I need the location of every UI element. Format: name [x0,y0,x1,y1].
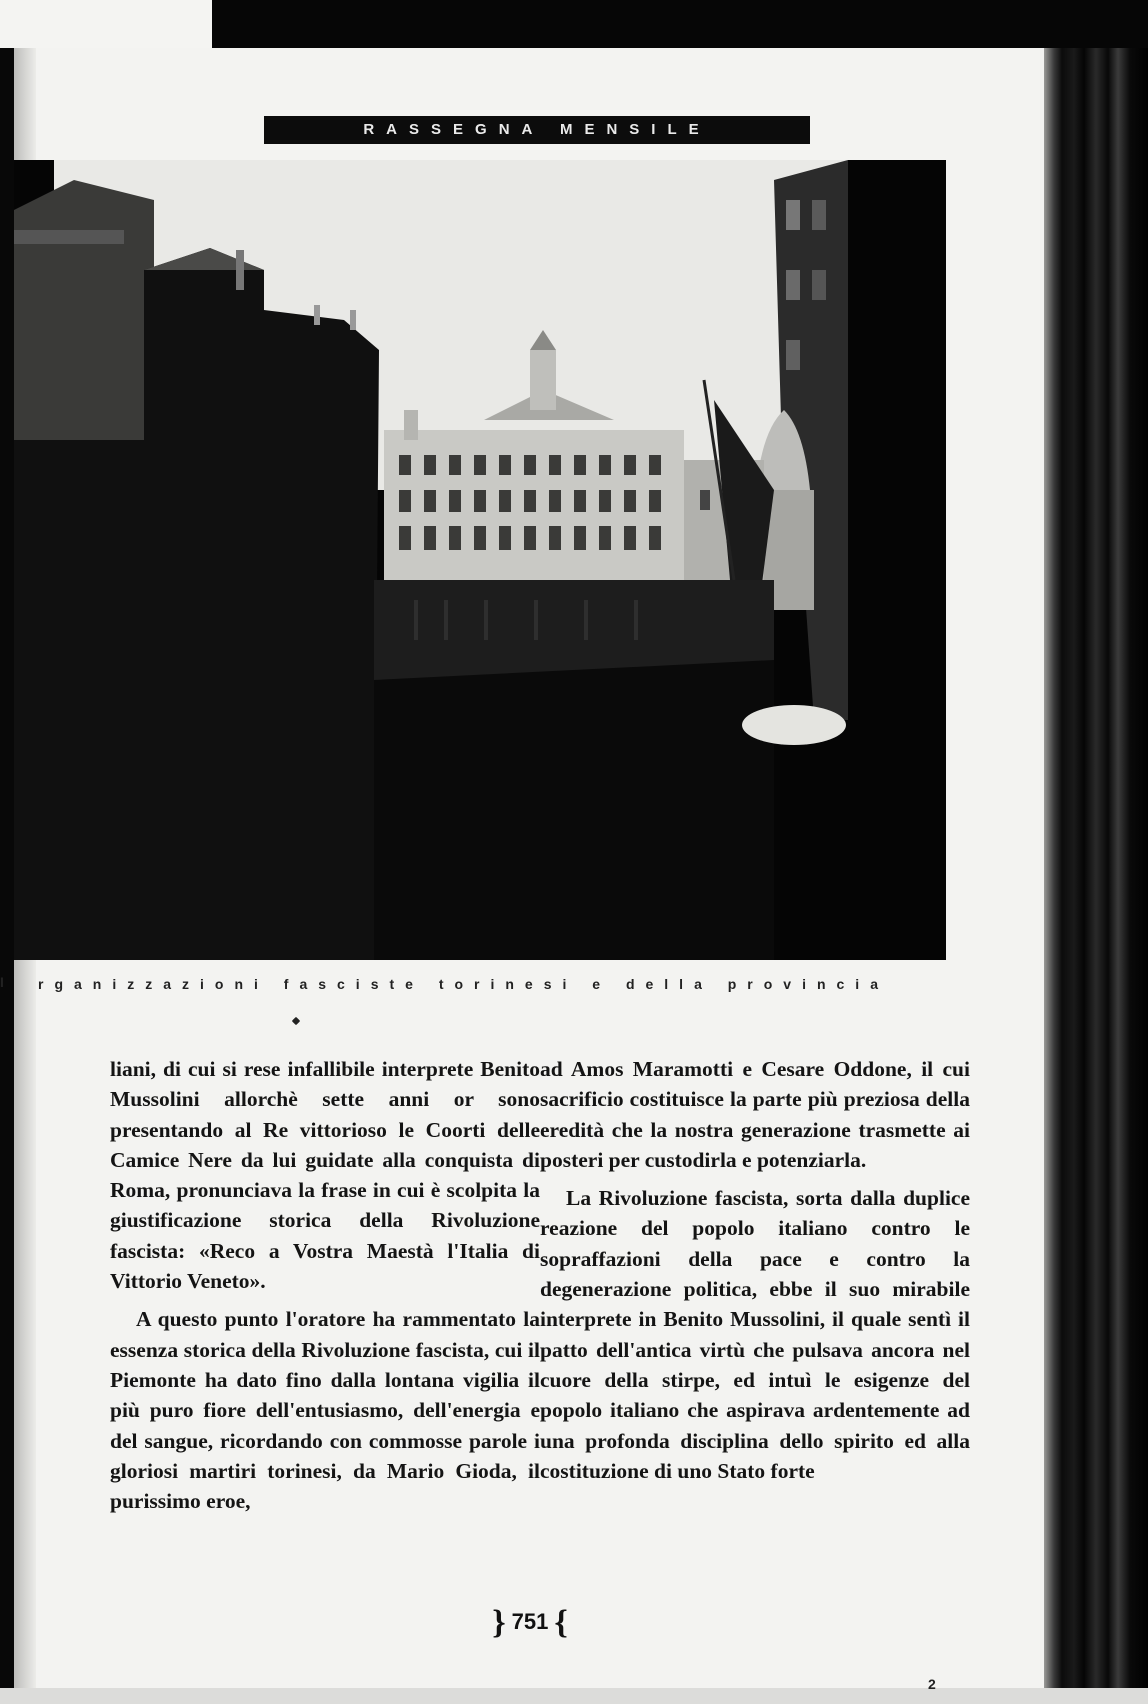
text-column-left [110,1054,540,1516]
scan-border-top-left [0,0,212,48]
paragraph: A questo punto l'oratore ha rammentato la essenza storica della Rivoluzione fascista, cui il Piemonte ha dato fino dalla lontana vigilia il più puro fiore dell'entusiasmo, dell'energia e del sangue, ricordando con commosse parole i gloriosi martiri torinesi, da Mario Gioda, il purissimo eroe, [110,1307,540,1514]
scan-border-top [212,0,1148,48]
paragraph: La Rivoluzione fascista, sorta dalla duplice reazione del popolo italiano contro le sopraffazioni della pace e contro la degenerazione politica, ebbe il suo mirabile interprete in Benito Mussolini, il quale sentì il patto dell'antica virtù che pulsava ancora nel cuore della stirpe, ed intuì le esigenze del popolo italiano che aspirava ardentemente ad una profonda disciplina dello spirito ed alla costituzione di uno Stato forte [540,1186,970,1483]
paragraph: ad Amos Maramotti e Cesare Oddone, il cui sacrificio costituisce la parte più preziosa della eredità che la nostra generazione trasmette ai posteri per custodirla e potenziarla. [540,1057,970,1172]
caption-drop-letter: I [0,974,4,990]
left-brace-ornament: } [492,1604,506,1641]
photo-drawing [14,160,946,960]
scan-border-bottom [0,1688,1148,1704]
page-number [470,1604,590,1642]
page-number-value: 751 [511,1609,549,1634]
photo-caption: rganizzazioni fasciste torinesi e della provincia [38,976,889,992]
book-binding-shadow [1044,48,1148,1688]
scan-border-left [0,48,14,1704]
signature-mark: 2 [928,1676,936,1692]
right-brace-ornament: { [554,1604,568,1641]
paragraph: liani, di cui si rese infallibile interprete Benito Mussolini allorchè sette anni or sono presentando al Re vittorioso le Coorti delle Camice Nere da lui guidate alla conquista di Roma, pronunciava la frase in cui è scolpita la giustificazione storica della Rivoluzione fascista: «Reco a Vostra Maestà l'Italia di Vittorio Veneto». [110,1057,540,1294]
running-head-title: RASSEGNA MENSILE [264,116,810,144]
street-view-photograph [14,160,946,960]
text-column-right [540,1054,970,1486]
